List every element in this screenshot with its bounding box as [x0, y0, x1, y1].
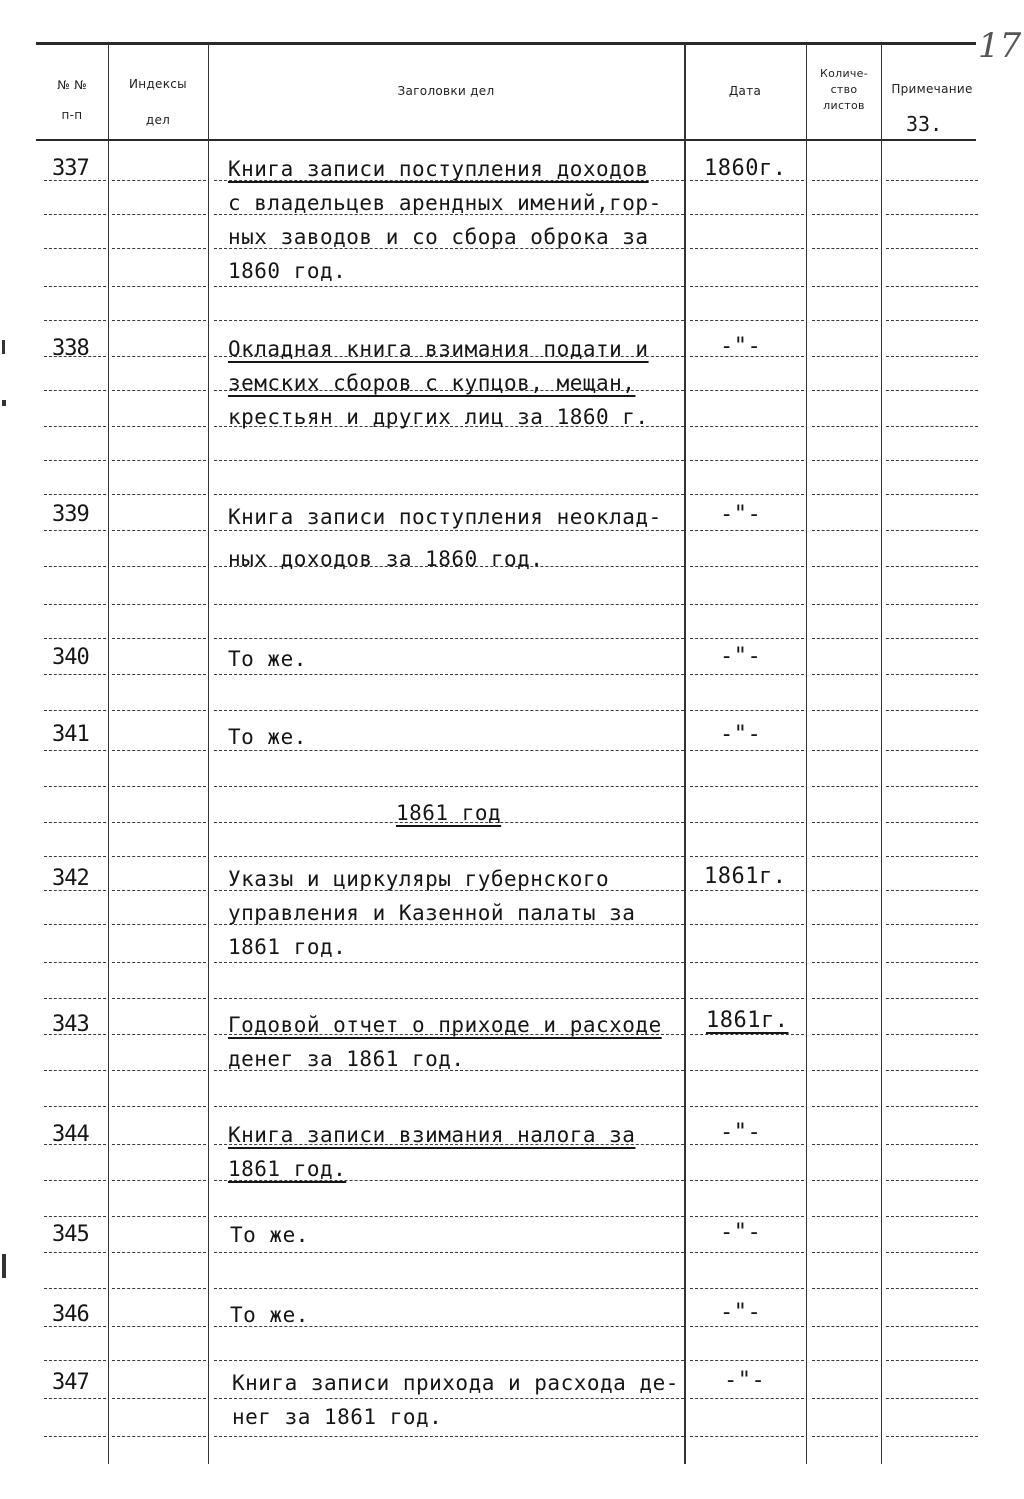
- row-rule: [690, 1070, 804, 1071]
- row-rule: [44, 1070, 106, 1071]
- row-rule: [690, 1216, 804, 1217]
- row-rule: [886, 286, 978, 287]
- entry-title-line: Книга записи прихода и расхода де-: [232, 1371, 679, 1395]
- row-rule: [812, 214, 878, 215]
- row-rule: [44, 750, 106, 751]
- entry-title-line: Книга записи взимания налога за: [228, 1123, 636, 1147]
- row-rule: [886, 566, 978, 567]
- row-rule: [812, 1216, 878, 1217]
- section-heading: 1861 год: [396, 801, 502, 825]
- row-rule: [812, 604, 878, 605]
- row-rule: [214, 1252, 684, 1253]
- row-rule: [44, 1436, 106, 1437]
- row-rule: [44, 426, 106, 427]
- header-index: Индексы дел: [129, 77, 187, 127]
- row-rule: [112, 638, 206, 639]
- entry-title-line: Окладная книга взимания подати и: [228, 337, 649, 361]
- row-rule: [812, 390, 878, 391]
- row-rule: [690, 566, 804, 567]
- row-rule: [214, 786, 684, 787]
- row-rule: [886, 320, 978, 321]
- row-rule: [812, 530, 878, 531]
- entry-number: 339: [52, 502, 89, 527]
- entry-title-line: ных доходов за 1860 год.: [228, 547, 544, 571]
- row-rule: [812, 494, 878, 495]
- row-rule: [886, 1252, 978, 1253]
- row-rule: [44, 1288, 106, 1289]
- row-rule: [886, 1106, 978, 1107]
- row-rule: [886, 750, 978, 751]
- row-rule: [886, 1180, 978, 1181]
- row-rule: [886, 1070, 978, 1071]
- header-titles: Заголовки дел: [397, 84, 495, 98]
- row-rule: [44, 1106, 106, 1107]
- row-rule: [44, 1398, 106, 1399]
- row-rule: [690, 674, 804, 675]
- row-rule: [112, 286, 206, 287]
- row-rule: [886, 494, 978, 495]
- row-rule: [812, 426, 878, 427]
- row-rule: [214, 1106, 684, 1107]
- row-rule: [690, 710, 804, 711]
- row-rule: [44, 962, 106, 963]
- row-rule: [812, 1360, 878, 1361]
- entry-title-line: земских сборов с купцов, мещан,: [228, 371, 636, 395]
- row-rule: [812, 1070, 878, 1071]
- entry-date: 1860г.: [704, 156, 787, 181]
- row-rule: [112, 856, 206, 857]
- row-rule: [690, 426, 804, 427]
- row-rule: [44, 786, 106, 787]
- row-rule: [886, 710, 978, 711]
- entry-date: 1861г.: [704, 864, 787, 889]
- row-rule: [812, 180, 878, 181]
- row-rule: [44, 320, 106, 321]
- row-rule: [44, 1252, 106, 1253]
- row-rule: [812, 1180, 878, 1181]
- corner-handwritten-mark: 17: [978, 26, 1022, 66]
- row-rule: [812, 460, 878, 461]
- row-rule: [214, 320, 684, 321]
- row-rule: [886, 426, 978, 427]
- row-rule: [690, 390, 804, 391]
- row-rule: [812, 822, 878, 823]
- row-rule: [44, 924, 106, 925]
- row-rule: [886, 1034, 978, 1035]
- entry-number: 344: [52, 1122, 89, 1147]
- row-rule: [886, 214, 978, 215]
- entry-date: -"-: [720, 644, 762, 669]
- column-divider-5: [881, 44, 882, 1464]
- row-rule: [112, 786, 206, 787]
- row-rule: [690, 638, 804, 639]
- row-rule: [886, 530, 978, 531]
- row-rule: [886, 1326, 978, 1327]
- entry-title-line: 1861 год.: [228, 1157, 347, 1181]
- row-rule: [886, 1360, 978, 1361]
- row-rule: [112, 1216, 206, 1217]
- row-rule: [112, 214, 206, 215]
- row-rule: [112, 530, 206, 531]
- entry-title-line: ных заводов и со сбора оброка за: [228, 225, 649, 249]
- entry-title-line: управления и Казенной палаты за: [228, 901, 636, 925]
- row-rule: [886, 962, 978, 963]
- row-rule: [690, 460, 804, 461]
- row-rule: [214, 856, 684, 857]
- row-rule: [44, 286, 106, 287]
- entry-number: 341: [52, 722, 89, 747]
- row-rule: [690, 320, 804, 321]
- row-rule: [112, 356, 206, 357]
- row-rule: [812, 1288, 878, 1289]
- row-rule: [44, 822, 106, 823]
- row-rule: [812, 356, 878, 357]
- row-rule: [812, 1034, 878, 1035]
- row-rule: [112, 460, 206, 461]
- row-rule: [690, 856, 804, 857]
- row-rule: [112, 962, 206, 963]
- row-rule: [112, 566, 206, 567]
- entry-title-line: Указы и циркуляры губернского: [228, 867, 610, 891]
- row-rule: [112, 822, 206, 823]
- row-rule: [112, 710, 206, 711]
- entry-date: -"-: [720, 502, 762, 527]
- row-rule: [44, 604, 106, 605]
- entry-title-line: 1860 год.: [228, 259, 347, 283]
- row-rule: [112, 1034, 206, 1035]
- row-rule: [112, 180, 206, 181]
- row-rule: [214, 1436, 684, 1437]
- header-number: № № п-п: [57, 78, 87, 122]
- row-rule: [812, 1106, 878, 1107]
- row-rule: [214, 998, 684, 999]
- row-rule: [690, 750, 804, 751]
- row-rule: [886, 604, 978, 605]
- row-rule: [112, 1252, 206, 1253]
- row-rule: [812, 890, 878, 891]
- row-rule: [112, 674, 206, 675]
- row-rule: [44, 460, 106, 461]
- row-rule: [112, 1288, 206, 1289]
- row-rule: [112, 890, 206, 891]
- row-rule: [690, 1288, 804, 1289]
- entry-number: 337: [52, 156, 89, 181]
- row-rule: [690, 530, 804, 531]
- row-rule: [812, 750, 878, 751]
- row-rule: [690, 962, 804, 963]
- row-rule: [214, 1216, 684, 1217]
- column-divider-2: [208, 44, 209, 1464]
- row-rule: [886, 1288, 978, 1289]
- row-rule: [690, 1180, 804, 1181]
- row-rule: [886, 998, 978, 999]
- page-number: 33.: [906, 112, 943, 136]
- row-rule: [886, 924, 978, 925]
- row-rule: [812, 710, 878, 711]
- row-rule: [690, 214, 804, 215]
- row-rule: [812, 1252, 878, 1253]
- row-rule: [886, 890, 978, 891]
- row-rule: [886, 1398, 978, 1399]
- row-rule: [44, 214, 106, 215]
- entry-number: 338: [52, 336, 89, 361]
- row-rule: [690, 286, 804, 287]
- row-rule: [112, 1106, 206, 1107]
- row-rule: [812, 786, 878, 787]
- row-rule: [886, 786, 978, 787]
- row-rule: [812, 286, 878, 287]
- row-rule: [690, 998, 804, 999]
- row-rule: [812, 856, 878, 857]
- row-rule: [112, 1436, 206, 1437]
- row-rule: [690, 494, 804, 495]
- entry-date: -"-: [720, 722, 762, 747]
- header-top-rule: [36, 42, 976, 45]
- row-rule: [112, 494, 206, 495]
- row-rule: [812, 924, 878, 925]
- row-rule: [112, 1070, 206, 1071]
- header-sheets: Количе- ство листов: [819, 67, 869, 112]
- row-rule: [812, 320, 878, 321]
- entry-title-line: То же.: [230, 1303, 309, 1327]
- row-rule: [44, 566, 106, 567]
- row-rule: [214, 1288, 684, 1289]
- row-rule: [112, 1180, 206, 1181]
- row-rule: [886, 638, 978, 639]
- row-rule: [812, 962, 878, 963]
- row-rule: [112, 1144, 206, 1145]
- row-rule: [44, 856, 106, 857]
- row-rule: [690, 1360, 804, 1361]
- entry-number: 346: [52, 1302, 89, 1327]
- entry-title-line: Книга записи поступления доходов: [228, 157, 649, 181]
- row-rule: [690, 924, 804, 925]
- column-divider-1: [108, 44, 109, 1464]
- scan-edge-mark: [2, 400, 6, 406]
- header-notes: Примечание: [891, 82, 973, 96]
- row-rule: [44, 1180, 106, 1181]
- row-rule: [214, 638, 684, 639]
- row-rule: [44, 638, 106, 639]
- row-rule: [690, 890, 804, 891]
- row-rule: [112, 390, 206, 391]
- row-rule: [214, 604, 684, 605]
- row-rule: [690, 1252, 804, 1253]
- row-rule: [112, 924, 206, 925]
- row-rule: [886, 180, 978, 181]
- row-rule: [690, 248, 804, 249]
- entry-title-line: с владельцев арендных имений,гор-: [228, 191, 662, 215]
- row-rule: [214, 1360, 684, 1361]
- row-rule: [44, 1216, 106, 1217]
- row-rule: [886, 460, 978, 461]
- row-rule: [44, 710, 106, 711]
- column-divider-3: [684, 44, 686, 1464]
- row-rule: [886, 1436, 978, 1437]
- row-rule: [112, 1398, 206, 1399]
- row-rule: [44, 390, 106, 391]
- entry-number: 340: [52, 645, 89, 670]
- entry-title-line: Годовой отчет о приходе и расходе: [228, 1013, 662, 1037]
- row-rule: [886, 822, 978, 823]
- row-rule: [690, 1436, 804, 1437]
- row-rule: [690, 822, 804, 823]
- row-rule: [214, 460, 684, 461]
- row-rule: [690, 1106, 804, 1107]
- row-rule: [112, 998, 206, 999]
- entry-title-line: денег за 1861 год.: [228, 1047, 465, 1071]
- row-rule: [44, 674, 106, 675]
- row-rule: [886, 1216, 978, 1217]
- entry-title-line: нег за 1861 год.: [232, 1405, 443, 1429]
- row-rule: [812, 1144, 878, 1145]
- row-rule: [214, 710, 684, 711]
- row-rule: [886, 674, 978, 675]
- row-rule: [112, 750, 206, 751]
- row-rule: [886, 248, 978, 249]
- header-bottom-rule: [36, 139, 976, 141]
- row-rule: [812, 566, 878, 567]
- entry-title-line: крестьян и других лиц за 1860 г.: [228, 405, 649, 429]
- row-rule: [690, 1326, 804, 1327]
- row-rule: [690, 1398, 804, 1399]
- row-rule: [44, 530, 106, 531]
- entry-date: -"-: [720, 1220, 762, 1245]
- row-rule: [886, 1144, 978, 1145]
- entry-date: -"-: [720, 1300, 762, 1325]
- row-rule: [690, 1034, 804, 1035]
- row-rule: [690, 786, 804, 787]
- row-rule: [812, 248, 878, 249]
- row-rule: [44, 494, 106, 495]
- entry-title-line: То же.: [230, 1223, 309, 1247]
- scan-edge-mark: [2, 1254, 6, 1278]
- row-rule: [690, 604, 804, 605]
- row-rule: [214, 494, 684, 495]
- entry-title-line: 1861 год.: [228, 935, 347, 959]
- entry-date: 1861г.: [706, 1008, 789, 1033]
- row-rule: [886, 390, 978, 391]
- entry-date: -"-: [724, 1368, 766, 1393]
- entry-number: 342: [52, 866, 89, 891]
- row-rule: [812, 674, 878, 675]
- row-rule: [886, 356, 978, 357]
- entry-number: 347: [52, 1370, 89, 1395]
- scan-edge-mark: [2, 340, 5, 354]
- entry-date: -"-: [720, 1120, 762, 1145]
- row-rule: [44, 248, 106, 249]
- row-rule: [812, 638, 878, 639]
- row-rule: [812, 1436, 878, 1437]
- row-rule: [112, 604, 206, 605]
- row-rule: [44, 998, 106, 999]
- entry-date: -"-: [720, 334, 762, 359]
- entry-title-line: То же.: [228, 725, 307, 749]
- row-rule: [44, 1360, 106, 1361]
- entry-title-line: То же.: [228, 647, 307, 671]
- entry-title-line: Книга записи поступления неоклад-: [228, 505, 662, 529]
- row-rule: [112, 320, 206, 321]
- column-divider-4: [806, 44, 807, 1464]
- row-rule: [112, 426, 206, 427]
- row-rule: [112, 1326, 206, 1327]
- row-rule: [812, 1326, 878, 1327]
- row-rule: [112, 248, 206, 249]
- row-rule: [886, 856, 978, 857]
- entry-number: 343: [52, 1012, 89, 1037]
- entry-number: 345: [52, 1222, 89, 1247]
- row-rule: [812, 998, 878, 999]
- row-rule: [812, 1398, 878, 1399]
- row-rule: [112, 1360, 206, 1361]
- header-date: Дата: [728, 84, 762, 98]
